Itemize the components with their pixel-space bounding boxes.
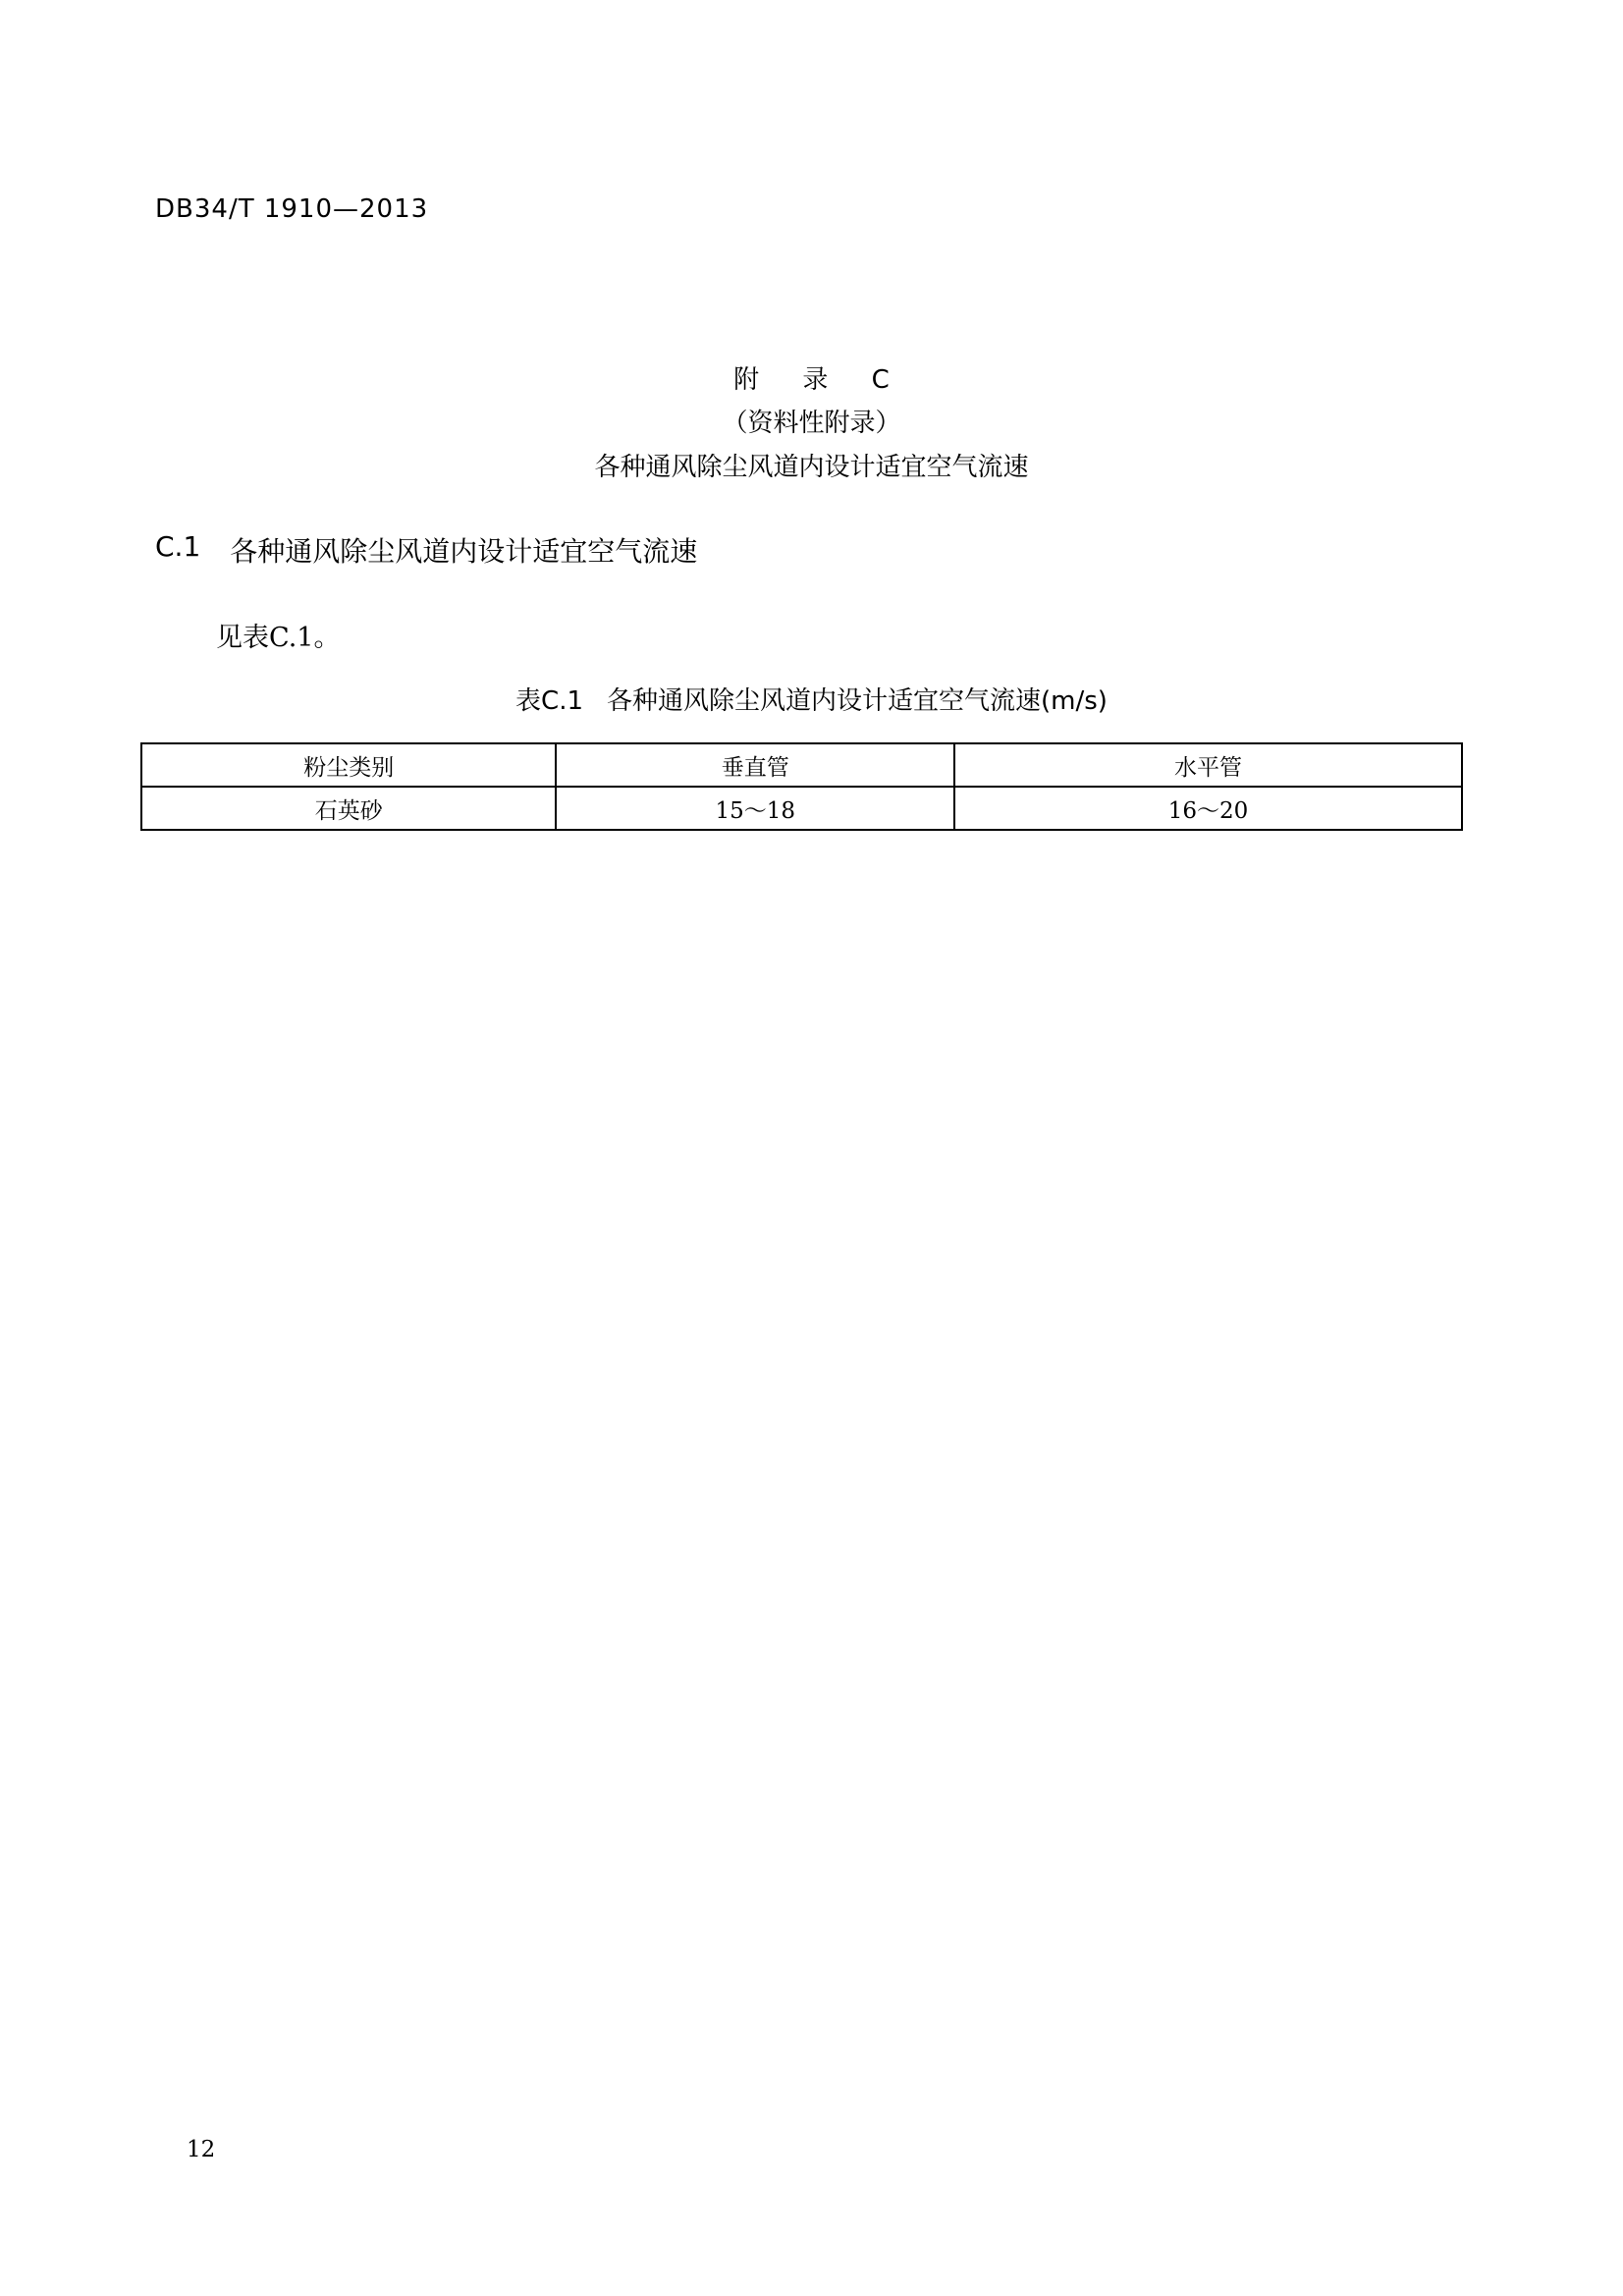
- table-row: [141, 787, 1462, 830]
- section-number: C.1: [155, 530, 201, 563]
- standard-code: DB34/T 1910—2013: [155, 194, 429, 224]
- section-body-text: 见表C.1。: [216, 623, 341, 653]
- table-header-row: [141, 743, 1462, 787]
- header-cell-vertical-pipe: 垂直管: [556, 743, 954, 787]
- header-cell-horizontal-pipe: 水平管: [954, 743, 1462, 787]
- header-cell-dust-type: 粉尘类别: [141, 743, 556, 787]
- appendix-subject: 各种通风除尘风道内设计适宜空气流速: [594, 453, 1029, 482]
- table-cell-horizontal-pipe: 16～20: [954, 787, 1462, 830]
- air-velocity-table: [140, 742, 1463, 831]
- section-heading: [155, 530, 697, 570]
- table-caption-number: 表C.1: [515, 686, 584, 716]
- table-caption-title: 各种通风除尘风道内设计适宜空气流速(m/s): [607, 686, 1108, 716]
- table-caption: [0, 681, 1623, 717]
- appendix-type: （资料性附录）: [722, 409, 901, 438]
- table-cell-vertical-pipe: 15～18: [556, 787, 954, 830]
- appendix-title: 附 录 C: [733, 365, 907, 395]
- table-cell-dust-type: 石英砂: [141, 787, 556, 830]
- section-title: 各种通风除尘风道内设计适宜空气流速: [230, 535, 698, 568]
- page-number: 12: [187, 2137, 216, 2162]
